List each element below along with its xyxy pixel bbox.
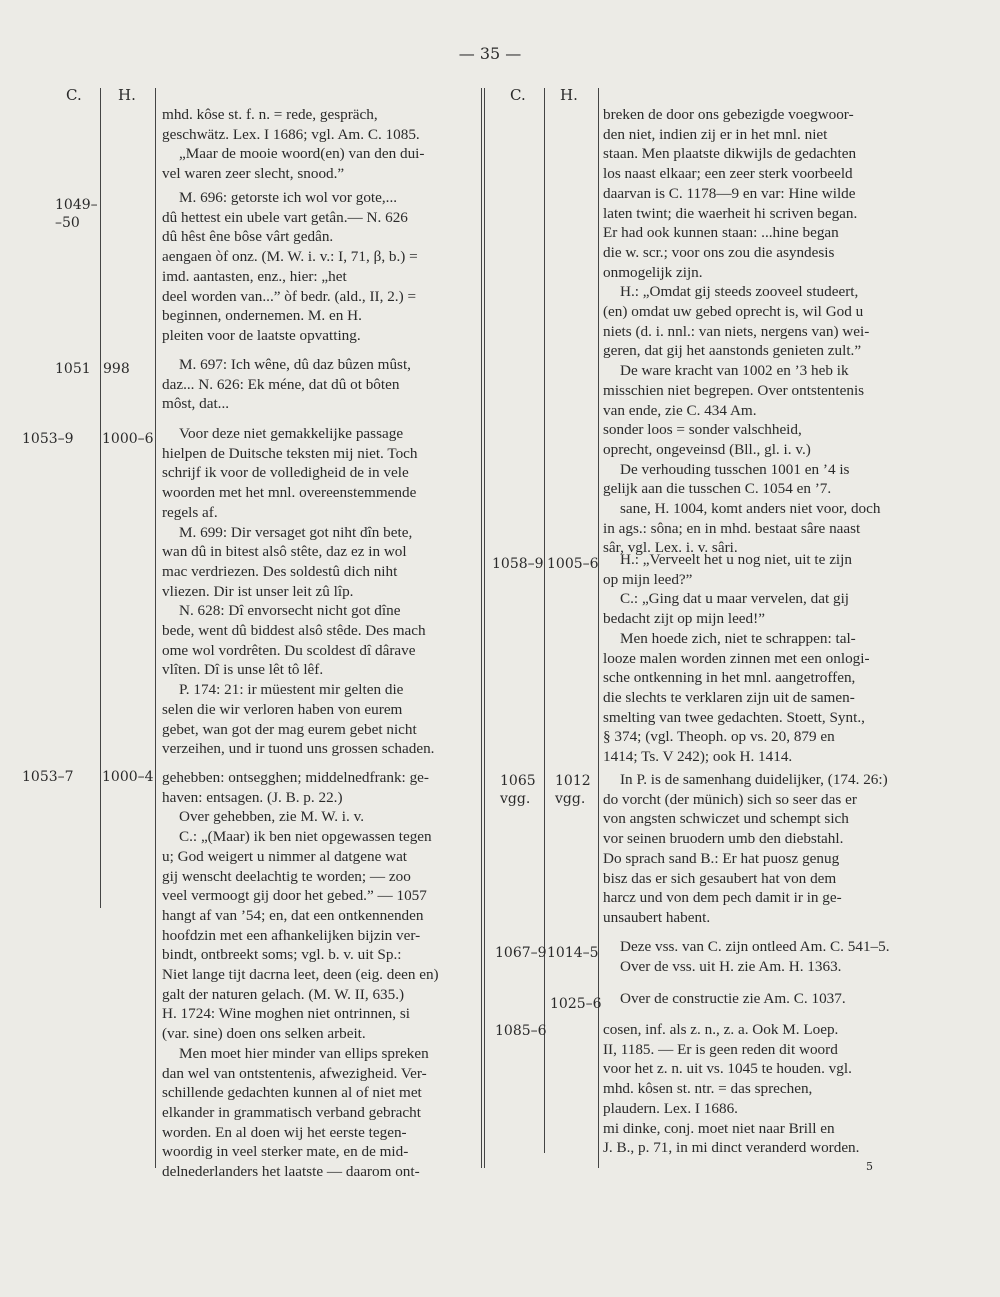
text-line: H.: „Omdat gij steeds zooveel studeert,: [620, 283, 859, 301]
text-line: misschien niet begrepen. Over ontstentenis: [603, 381, 865, 399]
text-line: II, 1185. — Er is geen reden dit woord: [603, 1040, 838, 1058]
text-line: van ende, zie C. 434 Am.: [603, 401, 757, 419]
text-line: ome wol vordrêten. Du scoldest dî dârave: [162, 641, 416, 659]
text-line: woorden met het mnl. overeenstemmende: [162, 484, 417, 502]
left-header-h: H.: [118, 86, 136, 104]
text-line: regels af.: [162, 503, 218, 521]
text-line: op mijn leed?”: [603, 570, 693, 588]
text-line: vlîten. Dî is unse lêt tô lêf.: [162, 661, 324, 679]
text-line: dû hêst êne bôse vârt gedân.: [162, 228, 334, 246]
text-line: wan dû in bitest alsô stête, daz ez in wol: [162, 543, 407, 561]
text-line: bedacht zijt op mijn leed!”: [603, 610, 765, 628]
text-line: M. 699: Dir versaget got niht dîn bete,: [179, 523, 413, 541]
text-line: M. 697: Ich wêne, dû daz bûzen mûst,: [179, 356, 411, 373]
text-line: daz... N. 626: Ek méne, dat dû ot bôten: [162, 375, 400, 393]
text-line: C.: „(Maar) ik ben niet opgewassen tegen: [179, 828, 432, 846]
text-line: imd. aantasten, enz., hier: „het: [162, 267, 347, 285]
text-line: niets (d. i. nnl.: van niets, nergens van) wei-: [603, 322, 870, 340]
left-col-rule-1: [100, 88, 101, 908]
text-line: looze malen worden zinnen met een onlogi-: [603, 649, 870, 667]
text-line: mhd. kôse st. f. n. = rede, gespräch,: [162, 106, 378, 123]
text-line: (var. sine) doen ons selken arbeit.: [162, 1025, 366, 1043]
commentary-block: [162, 768, 478, 1182]
text-line: Er had ook kunnen staan: ...hine began: [603, 224, 839, 242]
commentary-block: [603, 550, 919, 767]
verse-number-h: 1014–5: [547, 945, 599, 961]
center-rule-b: [484, 88, 485, 1168]
text-line: harcz und von dem pech damit ir in ge-: [603, 889, 842, 907]
text-line: Deze vss. van C. zijn ontleed Am. C. 541–5.: [620, 938, 890, 955]
text-line: von angsten schwiczet und schempt sich: [603, 810, 849, 828]
text-line: galt der naturen gelach. (M. W. II, 635.): [162, 985, 405, 1003]
right-header-c: C.: [510, 86, 526, 104]
text-line: haven: entsagen. (J. B. p. 22.): [162, 788, 343, 806]
text-line: vor seinen bruodern umb den diebstahl.: [603, 830, 844, 848]
verse-number-c: 1085–6: [495, 1023, 547, 1039]
text-line: daarvan is C. 1178—9 en var: Hine wilde: [603, 184, 856, 202]
text-line: „Maar de mooie woord(en) van den dui-: [179, 145, 425, 163]
text-line: mhd. kôsen st. ntr. = das sprechen,: [603, 1080, 813, 1098]
right-col-rule-1: [544, 88, 545, 1153]
text-line: sâr, vgl. Lex. i. v. sâri.: [603, 539, 738, 557]
page-number: — 35 —: [458, 44, 522, 63]
text-line: Over de constructie zie Am. C. 1037.: [620, 990, 846, 1007]
verse-number-c: 1053–9: [22, 431, 74, 447]
text-line: Niet lange tijt dacrna leet, deen (eig. deen en): [162, 966, 439, 984]
text-line: Voor deze niet gemakkelijke passage: [179, 425, 404, 442]
right-header-h: H.: [560, 86, 578, 104]
text-line: mac verdriezen. Des soldestû dich niht: [162, 562, 398, 580]
verse-number-h: 1025–6: [550, 996, 602, 1012]
text-line: C.: „Ging dat u maar vervelen, dat gij: [620, 590, 850, 608]
text-line: die w. scr.; voor ons zou die asyndesis: [603, 243, 835, 261]
text-line: den niet, indien zij er in het mnl. niet: [603, 125, 828, 143]
text-line: bindt, ontbreekt soms; vgl. b. v. uit Sp.:: [162, 946, 402, 964]
text-line: breken de door ons gebezigde voegwoor-: [603, 106, 854, 123]
text-line: pleiten voor de laatste opvatting.: [162, 326, 361, 344]
text-line: veel vermoogt gij door het gebed.” — 1057: [162, 887, 427, 905]
text-line: deel worden van...” òf bedr. (ald., II, 2.) =: [162, 287, 417, 305]
verse-number-c: 1049– –50: [55, 197, 98, 231]
text-line: unsaubert habent.: [603, 908, 711, 926]
text-line: voor het z. n. uit vs. 1045 te houden. vgl.: [603, 1060, 852, 1078]
text-line: sane, H. 1004, komt anders niet voor, doch: [620, 500, 881, 518]
text-line: gij wenscht deelachtig te worden; — zoo: [162, 867, 411, 885]
signature-mark: 5: [866, 1160, 873, 1173]
text-line: J. B., p. 71, in mi dinct veranderd worden.: [603, 1139, 860, 1157]
left-header-c: C.: [66, 86, 82, 104]
text-line: elkander in grammatisch verband gebracht: [162, 1103, 421, 1121]
text-line: bisz das er sich gesaubert hat von dem: [603, 869, 837, 887]
verse-number-h: 1000–6: [102, 431, 154, 447]
verse-number-h: 1000–4: [102, 769, 154, 785]
left-col-rule-2: [155, 88, 156, 1168]
text-line: De ware kracht van 1002 en ’3 heb ik: [620, 362, 849, 380]
text-line: die slechts te verklaren zijn uit de samen-: [603, 688, 855, 706]
verse-number-c: 1067–9: [495, 945, 547, 961]
text-line: sche ontkenning in het mnl. aangetroffen,: [603, 669, 856, 687]
text-line: bede, went dû biddest alsô stêde. Des mach: [162, 622, 426, 640]
text-line: aengaen òf onz. (M. W. i. v.: I, 71, β, b.) =: [162, 248, 418, 266]
text-line: In P. is de samenhang duidelijker, (174. 26:): [620, 771, 888, 788]
verse-number-h: 1005–6: [547, 556, 599, 572]
text-line: vliezen. Dir ist unser leit zû lîp.: [162, 582, 354, 600]
text-line: cosen, inf. als z. n., z. a. Ook M. Loep.: [603, 1021, 839, 1038]
text-line: M. 696: getorste ich wol vor gote,...: [179, 189, 398, 206]
commentary-block: [162, 188, 478, 346]
text-line: N. 628: Dî envorsecht nicht got dîne: [179, 602, 401, 620]
text-line: (en) omdat uw gebed oprecht is, wil God u: [603, 303, 864, 321]
verse-number-c: 1058–9: [492, 556, 544, 572]
text-line: sonder loos = sonder valschheid,: [603, 421, 802, 439]
text-line: gelijk aan die tusschen C. 1054 en ’7.: [603, 480, 832, 498]
text-line: Over gehebben, zie M. W. i. v.: [179, 808, 365, 826]
text-line: schillende gedachten kunnen al of niet met: [162, 1084, 422, 1102]
text-line: môst, dat...: [162, 395, 230, 413]
text-line: P. 174: 21: ir müestent mir gelten die: [179, 681, 404, 699]
text-line: worden. En al doen wij het eerste tegen-: [162, 1123, 407, 1141]
text-line: Men moet hier minder van ellips spreken: [179, 1044, 429, 1062]
commentary-block: [603, 105, 919, 558]
commentary-block: [162, 355, 478, 414]
verse-number-h: 1012 vgg.: [555, 773, 591, 807]
text-line: vel waren zeer slecht, snood.”: [162, 165, 345, 183]
text-line: u; God weigert u nimmer al datgene wat: [162, 847, 408, 865]
text-line: oprecht, ongeveinsd (Bll., gl. i. v.): [603, 440, 811, 458]
text-line: gebet, wan got der mag eurem gebet nicht: [162, 720, 417, 738]
text-line: smelting van twee gedachten. Stoett, Synt.,: [603, 708, 865, 726]
text-line: hielpen de Duitsche teksten mij niet. Toch: [162, 444, 418, 462]
text-line: 1414; Ts. V 242); ook H. 1414.: [603, 748, 793, 766]
commentary-block: [603, 937, 919, 976]
text-line: woordig in veel sterker mate, en de mid-: [162, 1143, 409, 1161]
text-line: plaudern. Lex. I 1686.: [603, 1099, 738, 1117]
text-line: geschwätz. Lex. I 1686; vgl. Am. C. 1085.: [162, 125, 420, 143]
text-line: Do sprach sand B.: Er hat puosz genug: [603, 849, 840, 867]
text-line: De verhouding tusschen 1001 en ’4 is: [620, 460, 850, 478]
text-line: delnederlanders het laatste — daarom ont-: [162, 1163, 420, 1181]
text-line: geren, dat gij het aanstonds genieten zult.”: [603, 342, 862, 360]
commentary-block: [603, 1020, 919, 1158]
text-line: H.: „Verveelt het u nog niet, uit te zijn: [620, 551, 852, 568]
center-rule-a: [481, 88, 482, 1168]
text-line: mi dinke, conj. moet niet naar Brill en: [603, 1119, 835, 1137]
text-line: staan. Men plaatste dikwijls de gedachten: [603, 145, 857, 163]
commentary-block: [162, 424, 478, 759]
text-line: laten twint; die waerheit hi scriven began.: [603, 204, 858, 222]
commentary-block: [603, 989, 919, 1009]
text-line: los naast elkaar; een zeer sterk voorbeeld: [603, 165, 853, 183]
text-line: hangt af van ’54; en, dat een ontkennenden: [162, 906, 424, 924]
commentary-block: [162, 105, 478, 184]
text-line: gehebben: ontsegghen; middelnedfrank: ge-: [162, 769, 429, 786]
commentary-block: [603, 770, 919, 928]
text-line: Over de vss. uit H. zie Am. H. 1363.: [620, 957, 842, 975]
text-line: in ags.: sôna; en in mhd. bestaat sâre naast: [603, 519, 861, 537]
text-line: verzeihen, und ir tuond uns grossen schaden.: [162, 740, 435, 758]
verse-number-c: 1053–7: [22, 769, 74, 785]
text-line: dan wel van ontstentenis, afwezigheid. Ver-: [162, 1064, 427, 1082]
text-line: schrijf ik voor de volledigheid de in vele: [162, 464, 409, 482]
text-line: do vorcht (der münich) sich so seer das er: [603, 790, 857, 808]
text-line: § 374; (vgl. Theoph. op vs. 20, 879 en: [603, 728, 835, 746]
verse-number-h: 998: [103, 361, 130, 377]
verse-number-c: 1051: [55, 361, 91, 377]
text-line: H. 1724: Wine moghen niet ontrinnen, si: [162, 1005, 410, 1023]
text-line: hoofdzin met een afhankelijken bijzin ver-: [162, 926, 421, 944]
text-line: Men hoede zich, niet te schrappen: tal-: [620, 629, 856, 647]
verse-number-c: 1065 vgg.: [500, 773, 536, 807]
text-line: onmogelijk zijn.: [603, 263, 703, 281]
text-line: dû hettest ein ubele vart getân.— N. 626: [162, 208, 408, 226]
text-line: beginnen, ondernemen. M. en H.: [162, 307, 362, 325]
text-line: selen die wir verloren haben von eurem: [162, 700, 403, 718]
